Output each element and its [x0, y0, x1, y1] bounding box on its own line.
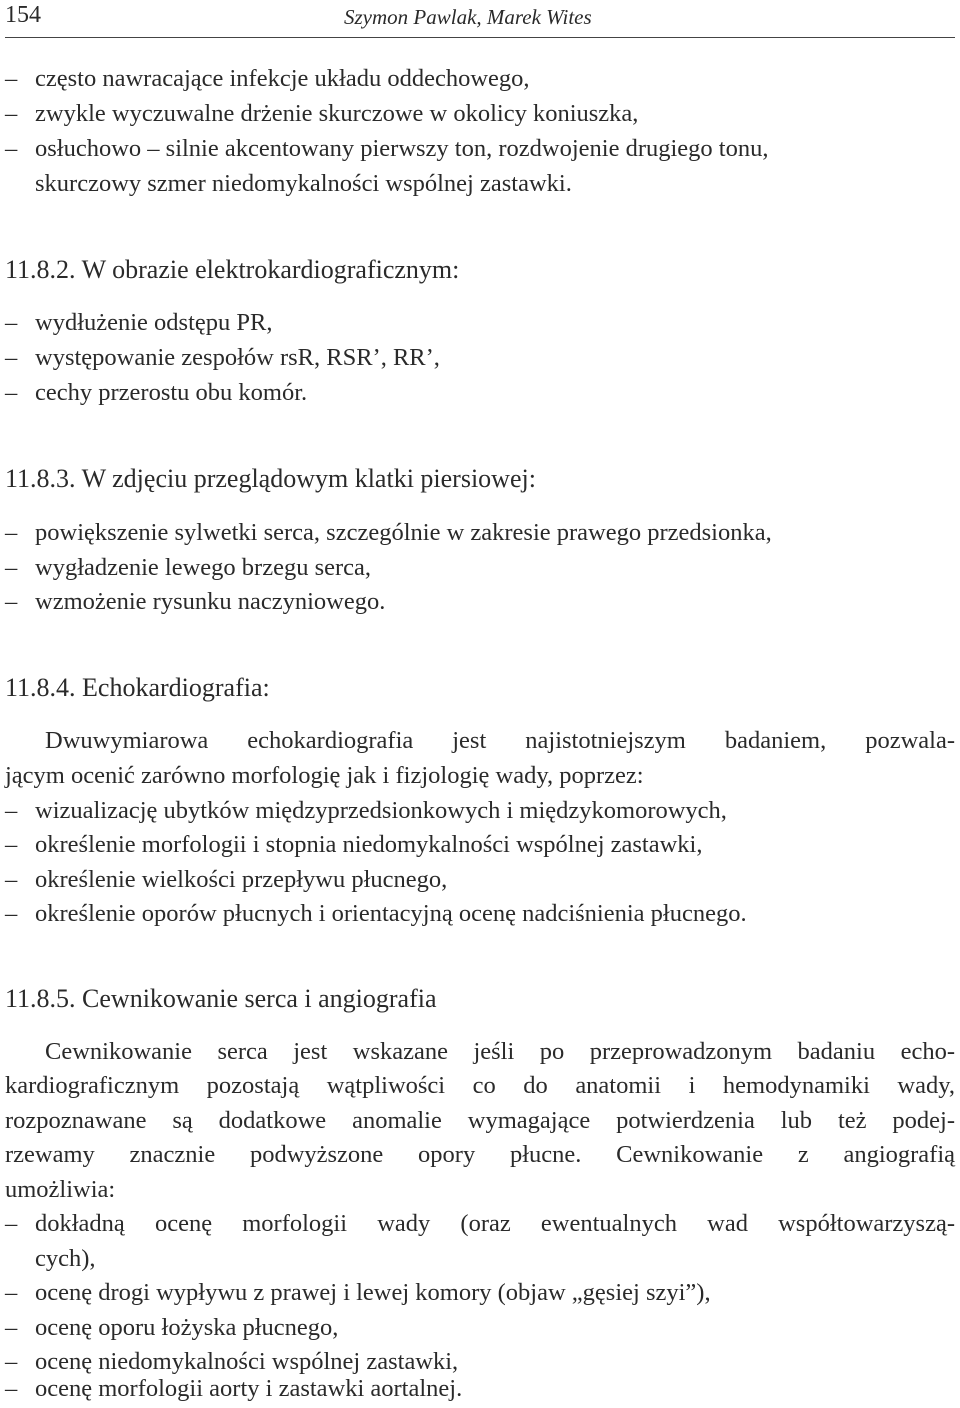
list-dash: – — [5, 1279, 18, 1306]
paragraph-line: jącym ocenić zarówno morfologię jak i fizjologię wady, poprzez: — [5, 762, 644, 789]
list-dash: – — [5, 900, 18, 927]
list-item-text: wizualizację ubytków międzyprzedsionkowych i międzykomorowych, — [35, 797, 727, 824]
list-dash: – — [5, 588, 18, 615]
list-item-text: dokładną ocenę morfologii wady (oraz ewentualnych wad współtowarzyszą- — [35, 1210, 955, 1237]
list-dash: – — [5, 65, 18, 92]
list-item-text: osłuchowo – silnie akcentowany pierwszy ton, rozdwojenie drugiego tonu, — [35, 135, 769, 162]
paragraph-line: Cewnikowanie serca jest wskazane jeśli po przeprowadzonym badaniu echo- — [45, 1038, 955, 1065]
list-dash: – — [5, 519, 18, 546]
section-heading-11-8-4: 11.8.4. Echokardiografia: — [5, 673, 270, 702]
list-item — [5, 1278, 711, 1308]
section-heading-11-8-2: 11.8.2. W obrazie elektrokardiograficznym: — [5, 255, 460, 284]
list-item-text: określenie morfologii i stopnia niedomykalności wspólnej zastawki, — [35, 831, 703, 858]
list-item — [5, 796, 727, 826]
list-item-text: wydłużenie odstępu PR, — [35, 309, 273, 336]
paragraph-line: rzewamy znacznie podwyższone opory płucne. Cewnikowanie z angiografią — [5, 1141, 955, 1168]
list-dash: – — [5, 831, 18, 858]
page-header — [5, 2, 955, 32]
list-item-text: ocenę drogi wypływu z prawej i lewej komory (objaw „gęsiej szyi”), — [35, 1279, 711, 1306]
list-item-text: ocenę niedomykalności wspólnej zastawki, — [35, 1348, 459, 1375]
list-dash: – — [5, 344, 18, 371]
page-number: 154 — [5, 2, 41, 28]
list-item — [5, 518, 772, 548]
header-rule — [5, 37, 955, 38]
list-item-text: określenie oporów płucnych i orientacyjną ocenę nadciśnienia płucnego. — [35, 900, 747, 927]
list-dash: – — [5, 797, 18, 824]
list-item — [5, 1209, 955, 1239]
paragraph-line: rozpoznawane są dodatkowe anomalie wymagające potwierdzenia lub też podej- — [5, 1107, 955, 1134]
list-dash: – — [5, 379, 18, 406]
list-dash: – — [5, 554, 18, 581]
list-dash: – — [5, 1348, 18, 1375]
list-item-text: skurczowy szmer niedomykalności wspólnej zastawki. — [35, 170, 572, 197]
running-title: Szymon Pawlak, Marek Wites — [344, 5, 592, 29]
paragraph-line: umożliwia: — [5, 1176, 116, 1203]
list-item-continuation — [5, 169, 572, 199]
list-item-text: określenie wielkości przepływu płucnego, — [35, 866, 448, 893]
list-dash: – — [5, 135, 18, 162]
list-item — [5, 99, 638, 129]
list-item-text: cechy przerostu obu komór. — [35, 379, 308, 406]
list-item — [5, 308, 273, 338]
list-item — [5, 64, 530, 94]
section-heading-11-8-5: 11.8.5. Cewnikowanie serca i angiografia — [5, 984, 437, 1013]
list-item-text: wygładzenie lewego brzegu serca, — [35, 554, 372, 581]
list-item — [5, 1347, 458, 1377]
list-item-text: ocenę oporu łożyska płucnego, — [35, 1314, 339, 1341]
list-dash: – — [5, 1375, 18, 1402]
section-heading-11-8-3: 11.8.3. W zdjęciu przeglądowym klatki piersiowej: — [5, 464, 536, 493]
list-item — [5, 343, 440, 373]
list-dash: – — [5, 309, 18, 336]
list-item — [5, 553, 371, 583]
list-dash: – — [5, 1210, 18, 1237]
list-item — [5, 830, 703, 860]
list-item-text: powiększenie sylwetki serca, szczególnie w zakresie prawego przedsionka, — [35, 519, 772, 546]
paragraph-line: Dwuwymiarowa echokardiografia jest najistotniejszym badaniem, pozwala- — [45, 727, 955, 754]
list-dash: – — [5, 1314, 18, 1341]
list-item-text: wzmożenie rysunku naczyniowego. — [35, 588, 386, 615]
list-item — [5, 899, 747, 929]
list-item — [5, 587, 385, 617]
list-item — [5, 378, 307, 408]
list-item-text: występowanie zespołów rsR, RSR’, RR’, — [35, 344, 440, 371]
list-dash: – — [5, 100, 18, 127]
list-item-continuation: cych), — [35, 1245, 96, 1272]
list-item — [5, 1313, 338, 1343]
list-item — [5, 865, 447, 895]
list-dash: – — [5, 866, 18, 893]
list-item-text: zwykle wyczuwalne drżenie skurczowe w okolicy koniuszka, — [35, 100, 639, 127]
paragraph-line: kardiograficznym pozostają wątpliwości co do anatomii i hemodynamiki wady, — [5, 1072, 955, 1099]
list-item-text: często nawracające infekcje układu oddechowego, — [35, 65, 530, 92]
list-item — [5, 134, 768, 164]
list-item-text: ocenę morfologii aorty i zastawki aortalnej. — [35, 1375, 463, 1402]
list-item — [5, 1374, 462, 1404]
